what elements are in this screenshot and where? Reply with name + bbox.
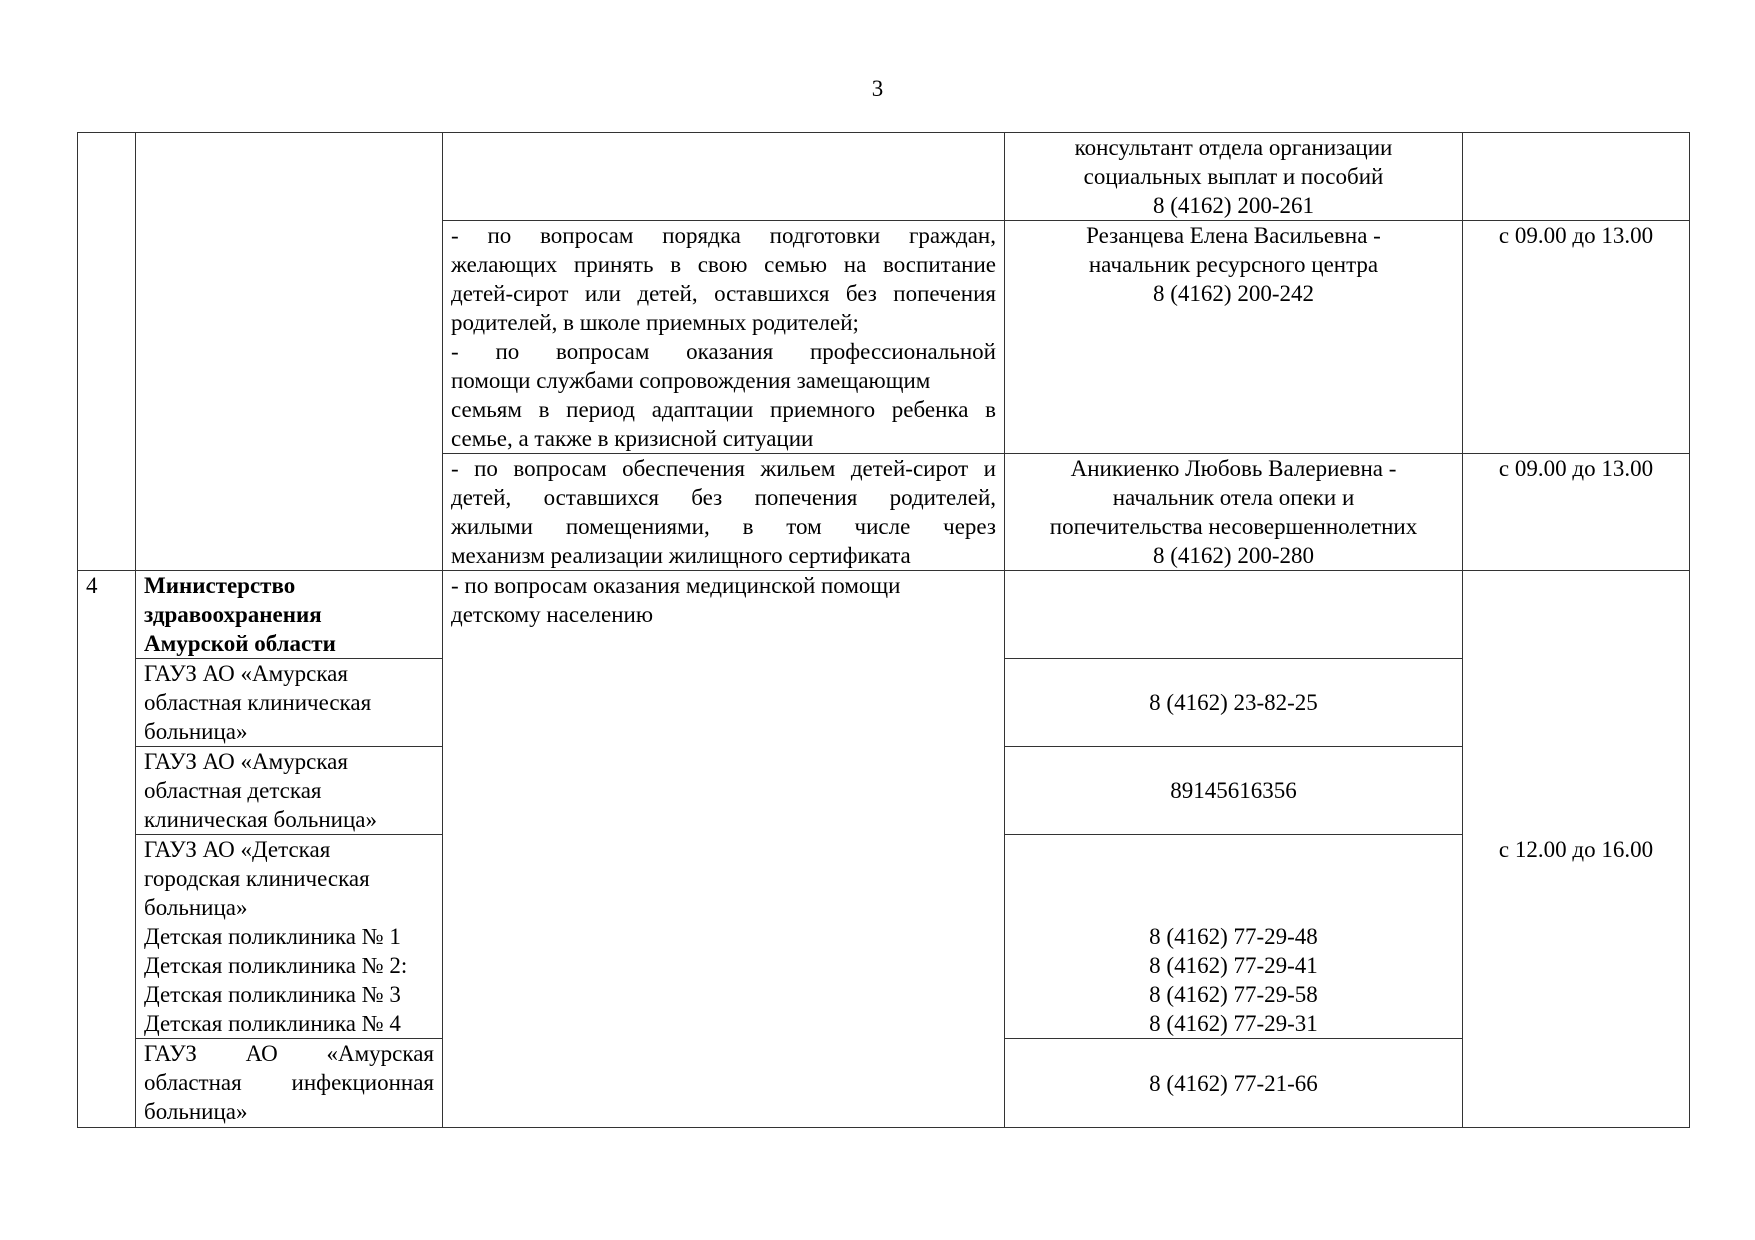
time-cell: с 09.00 до 13.00	[1463, 454, 1690, 571]
contact-line: начальник ресурсного центра	[1088, 252, 1379, 277]
organization-line: больница»	[144, 1099, 248, 1124]
organization-cell	[136, 133, 443, 571]
organization-line: больница»	[144, 719, 248, 744]
contact-line: социальных выплат и пособий	[1083, 164, 1384, 189]
number-cell: 4	[78, 571, 136, 1128]
topic-cell	[443, 221, 1005, 454]
organization-line: больница»	[144, 895, 248, 920]
contact-cell	[1005, 221, 1463, 454]
organization-line: ГАУЗ АО «Амурская	[144, 749, 348, 774]
contact-line: попечительства несовершеннолетних	[1049, 514, 1418, 539]
contact-line: Резанцева Елена Васильевна -	[1086, 223, 1381, 248]
contact-line: Аникиенко Любовь Валериевна -	[1070, 456, 1397, 481]
contact-phone: 8 (4162) 77-21-66	[1005, 1039, 1463, 1128]
contact-line: начальник отела опеки и	[1112, 485, 1355, 510]
contact-phone: 8 (4162) 77-29-41	[1149, 953, 1318, 978]
topic-line: родителей, в школе приемных родителей;	[451, 310, 859, 335]
topic-line: детскому населению	[451, 602, 654, 627]
organization-line: Детская поликлиника № 3	[144, 982, 401, 1007]
topic-line: - по вопросам оказания медицинской помощи	[451, 573, 901, 598]
organization-line: областная инфекционная	[144, 1070, 434, 1095]
time-cell: с 12.00 до 16.00	[1463, 571, 1690, 1128]
contacts-table	[77, 132, 1690, 1128]
organization-line: Министерство	[144, 573, 296, 598]
organization-cell	[136, 571, 443, 659]
topic-line: семье, а также в кризисной ситуации	[451, 426, 814, 451]
contact-phone: 8 (4162) 77-29-48	[1149, 924, 1318, 949]
organization-line: ГАУЗ АО «Детская	[144, 837, 331, 862]
organization-line: ГАУЗ АО «Амурская	[144, 661, 348, 686]
contact-cell	[1005, 133, 1463, 221]
topic-line: жилыми помещениями, в том числе через	[451, 514, 996, 539]
organization-line: ГАУЗ АО «Амурская	[144, 1041, 434, 1066]
organization-cell	[136, 835, 443, 1039]
time-cell	[1463, 133, 1690, 221]
topic-cell	[443, 454, 1005, 571]
topic-line: желающих принять в свою семью на воспитание	[451, 252, 996, 277]
contact-cell	[1005, 571, 1463, 659]
number-cell	[78, 133, 136, 571]
contact-line: консультант отдела организации	[1074, 135, 1393, 160]
organization-cell	[136, 659, 443, 747]
contact-phone: 8 (4162) 200-242	[1153, 281, 1314, 306]
page-number: 3	[871, 76, 884, 101]
organization-line: Детская поликлиника № 2:	[144, 953, 408, 978]
topic-line: - по вопросам порядка подготовки граждан,	[451, 223, 996, 248]
topic-line: детей, оставшихся без попечения родителей,	[451, 485, 996, 510]
organization-line: Детская поликлиника № 1	[144, 924, 401, 949]
contact-cell	[1005, 454, 1463, 571]
contact-phone: 89145616356	[1005, 747, 1463, 835]
organization-line: клиническая больница»	[144, 807, 377, 832]
organization-line: городская клиническая	[144, 866, 370, 891]
organization-cell	[136, 747, 443, 835]
contact-cell	[1005, 835, 1463, 1039]
topic-line: семьям в период адаптации приемного ребенка в	[451, 397, 996, 422]
table-row	[78, 133, 1690, 221]
organization-line: здравоохранения	[144, 602, 322, 627]
organization-line: областная клиническая	[144, 690, 372, 715]
topic-line: механизм реализации жилищного сертификата	[451, 543, 911, 568]
topic-cell	[443, 133, 1005, 221]
contact-phone: 8 (4162) 77-29-58	[1149, 982, 1318, 1007]
topic-line: детей-сирот или детей, оставшихся без попечения	[451, 281, 996, 306]
topic-cell	[443, 571, 1005, 1128]
time-cell: с 09.00 до 13.00	[1463, 221, 1690, 454]
contact-phone: 8 (4162) 200-261	[1153, 193, 1314, 218]
contact-phone: 8 (4162) 77-29-31	[1149, 1011, 1318, 1036]
contact-phone: 8 (4162) 23-82-25	[1005, 659, 1463, 747]
organization-line: Детская поликлиника № 4	[144, 1011, 401, 1036]
contact-phone: 8 (4162) 200-280	[1153, 543, 1314, 568]
organization-line: областная детская	[144, 778, 322, 803]
organization-cell	[136, 1039, 443, 1128]
table-row	[78, 571, 1690, 659]
organization-line: Амурской области	[144, 631, 336, 656]
topic-line: - по вопросам обеспечения жильем детей-сирот и	[451, 456, 996, 481]
topic-line: - по вопросам оказания профессиональной	[451, 339, 996, 364]
topic-line: помощи службами сопровождения замещающим	[451, 368, 931, 393]
